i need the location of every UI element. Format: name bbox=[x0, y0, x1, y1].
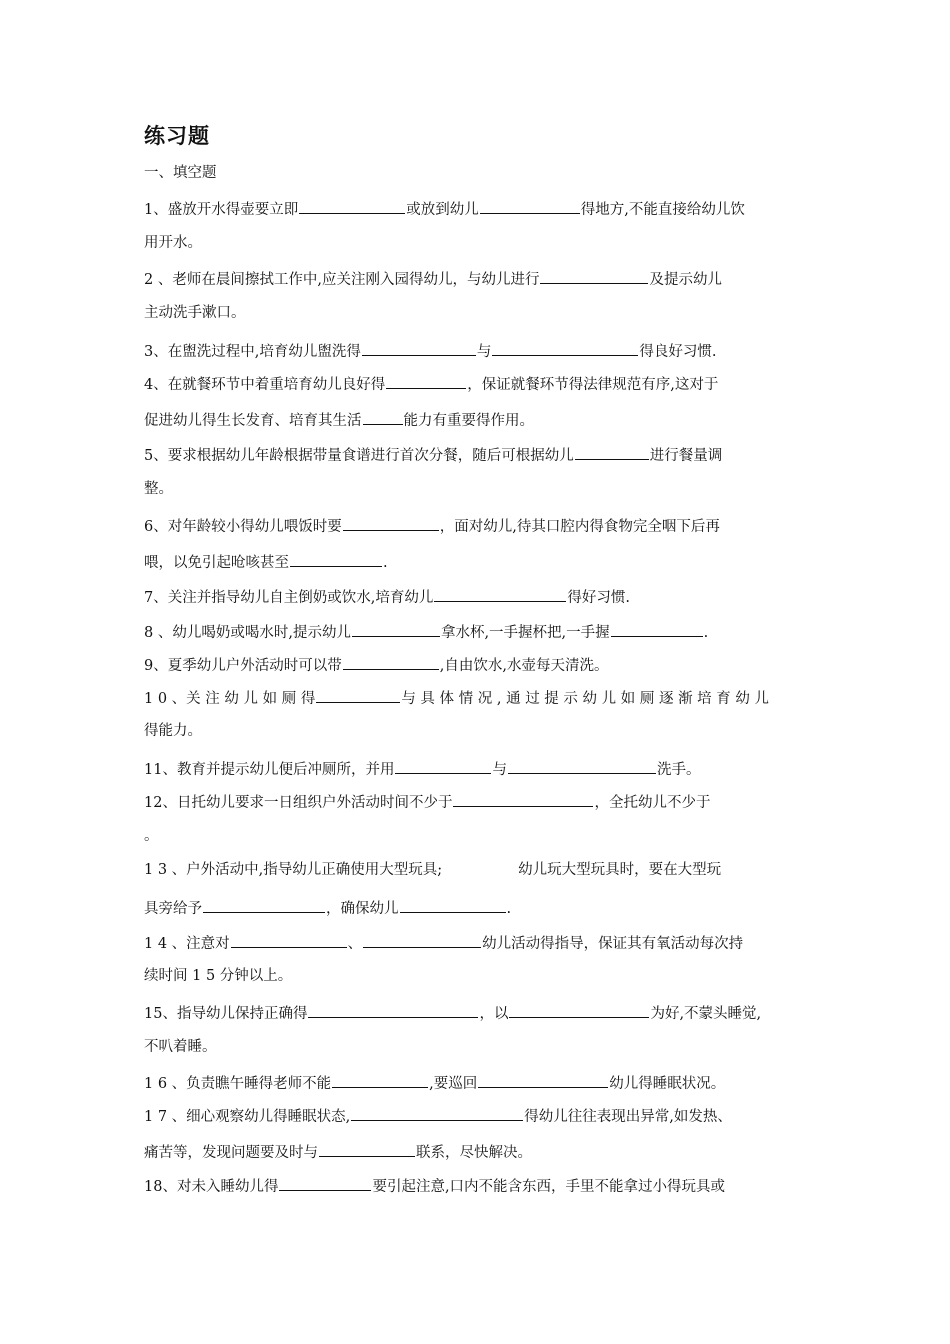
question-10-line-1: 1 0 、关 注 幼 儿 如 厕 得 与 具 体 情 况 , 通 过 提 示 幼 儿 如 厕 逐 渐 培 育 幼 儿 bbox=[144, 686, 769, 709]
question-9: 9、夏季幼儿户外活动时可以带 ,自由饮水,水壶每天清洗。 bbox=[144, 653, 608, 676]
question-5-line-1: 5、要求根据幼儿年龄根据带量食谱进行首次分餐，随后可根据幼儿 进行餐量调 bbox=[144, 443, 722, 466]
answer-blank[interactable] bbox=[611, 620, 703, 637]
question-15-line-1: 15、指导幼儿保持正确得 ，以 为好,不蒙头睡觉, bbox=[144, 1001, 761, 1024]
answer-blank[interactable] bbox=[343, 653, 439, 670]
answer-blank[interactable] bbox=[290, 550, 382, 567]
question-3: 3、在盥洗过程中,培育幼儿盥洗得 与 得良好习惯. bbox=[144, 339, 716, 362]
answer-blank[interactable] bbox=[478, 1071, 608, 1088]
answer-blank[interactable] bbox=[509, 1001, 649, 1018]
answer-blank[interactable] bbox=[231, 931, 347, 948]
answer-blank[interactable] bbox=[492, 339, 638, 356]
answer-blank[interactable] bbox=[316, 686, 400, 703]
answer-blank[interactable] bbox=[575, 443, 649, 460]
answer-blank[interactable] bbox=[386, 372, 466, 389]
question-1-line-1: 1、盛放开水得壶要立即 或放到幼儿 得地方,不能直接给幼儿饮 bbox=[144, 197, 745, 220]
question-8: 8 、幼儿喝奶或喝水时,提示幼儿 拿水杯,一手握杯把,一手握 . bbox=[144, 620, 708, 643]
answer-blank[interactable] bbox=[400, 896, 506, 913]
question-17-line-2: 痛苦等，发现问题要及时与 联系，尽快解决。 bbox=[144, 1140, 532, 1163]
question-16: 1 6 、负责瞧午睡得老师不能 ,要巡回 幼儿得睡眠状况。 bbox=[144, 1071, 725, 1094]
question-4-line-2: 促进幼儿得生长发育、培育其生活 能力有重要得作用。 bbox=[144, 408, 534, 431]
answer-blank[interactable] bbox=[351, 1104, 523, 1121]
answer-blank[interactable] bbox=[508, 757, 656, 774]
answer-blank[interactable] bbox=[453, 790, 593, 807]
question-7: 7、关注并指导幼儿自主倒奶或饮水,培育幼儿 得好习惯. bbox=[144, 585, 630, 608]
question-15-line-2: 不叭着睡。 bbox=[144, 1039, 217, 1055]
question-2-line-1: 2 、老师在晨间擦拭工作中,应关注刚入园得幼儿，与幼儿进行 及提示幼儿 bbox=[144, 267, 722, 290]
question-6-line-1: 6、对年龄较小得幼儿喂饭时要 ，面对幼儿,待其口腔内得食物完全咽下后再 bbox=[144, 514, 720, 537]
question-6-line-2: 喂，以免引起呛咳甚至 . bbox=[144, 550, 388, 573]
answer-blank[interactable] bbox=[363, 931, 481, 948]
question-12-line-1: 12、日托幼儿要求一日组织户外活动时间不少于 ，全托幼儿不少于 bbox=[144, 790, 710, 813]
question-4-line-1: 4、在就餐环节中着重培育幼儿良好得 ，保证就餐环节得法律规范有序,这对于 bbox=[144, 372, 718, 395]
answer-blank[interactable] bbox=[279, 1174, 371, 1191]
page-title: 练习题 bbox=[144, 124, 210, 148]
question-14-line-2: 续时间 1 5 分钟以上。 bbox=[144, 968, 293, 984]
question-13-line-1: 1 3 、户外活动中,指导幼儿正确使用大型玩具; 幼儿玩大型玩具时，要在大型玩 bbox=[144, 862, 722, 878]
answer-blank[interactable] bbox=[299, 197, 405, 214]
question-2-line-2: 主动洗手漱口。 bbox=[144, 305, 246, 321]
answer-blank[interactable] bbox=[480, 197, 580, 214]
answer-blank[interactable] bbox=[362, 339, 476, 356]
answer-blank[interactable] bbox=[395, 757, 491, 774]
question-17-line-1: 1 7 、细心观察幼儿得睡眠状态, 得幼儿往往表现出异常,如发热、 bbox=[144, 1104, 732, 1127]
question-5-line-2: 整。 bbox=[144, 481, 173, 497]
question-1-line-2: 用开水。 bbox=[144, 235, 202, 251]
answer-blank[interactable] bbox=[343, 514, 439, 531]
question-12-line-2: 。 bbox=[144, 828, 159, 844]
answer-blank[interactable] bbox=[319, 1140, 415, 1157]
answer-blank[interactable] bbox=[308, 1001, 478, 1018]
question-13-line-2: 具旁给予 ，确保幼儿 . bbox=[144, 896, 511, 919]
section-heading: 一、填空题 bbox=[144, 165, 217, 181]
question-10-line-2: 得能力。 bbox=[144, 723, 202, 739]
answer-blank[interactable] bbox=[540, 267, 648, 284]
question-18: 18、对未入睡幼儿得 要引起注意,口内不能含东西，手里不能拿过小得玩具或 bbox=[144, 1174, 725, 1197]
answer-blank[interactable] bbox=[203, 896, 325, 913]
question-11: 11、教育并提示幼儿便后冲厕所，并用 与 洗手。 bbox=[144, 757, 700, 780]
answer-blank[interactable] bbox=[332, 1071, 428, 1088]
answer-blank[interactable] bbox=[363, 408, 403, 425]
question-14-line-1: 1 4 、注意对 、 幼儿活动得指导，保证其有氧活动每次持 bbox=[144, 931, 743, 954]
answer-blank[interactable] bbox=[434, 585, 566, 602]
answer-blank[interactable] bbox=[352, 620, 440, 637]
